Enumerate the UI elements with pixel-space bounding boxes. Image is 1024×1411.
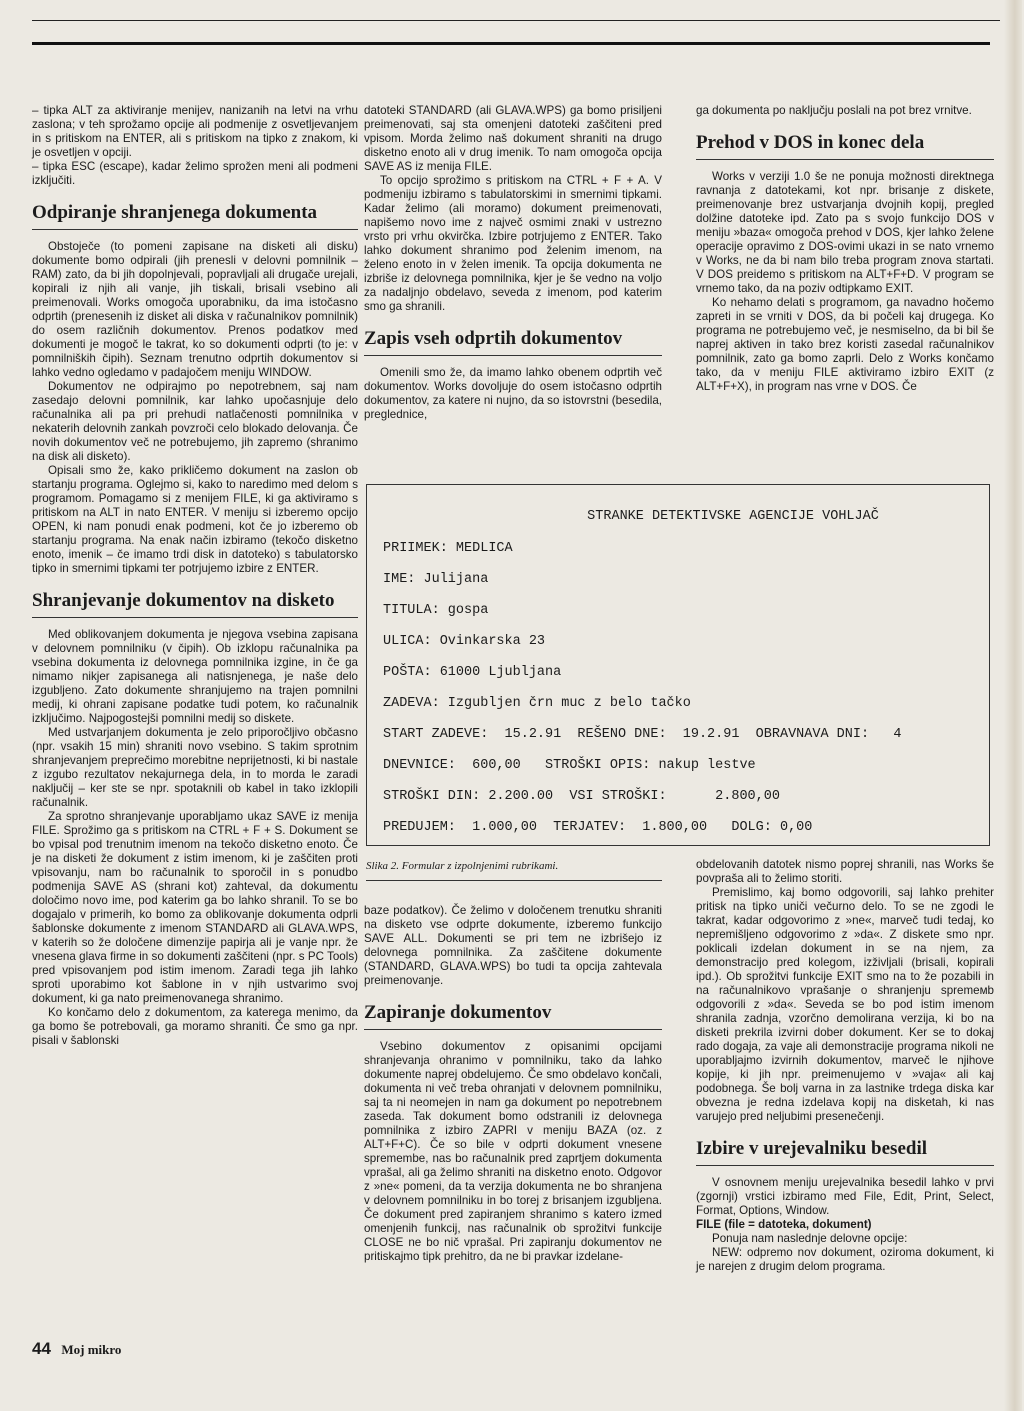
paragraph: Za sprotno shranjevanje uporabljamo ukaz SAVE iz menija FILE. Sprožimo ga s pritiskom na CTRL + F + S. Dokument se bo vpisal pod trenutnim imenom na tekočo disketno enoto. Če je na disketi že dokument z istim imenom, ki je zaščiten proti vpisovanju, nam bo računalnik to sporočil in s ponudbo podmenija SAVE AS (shrani kot) zahteval, da dokumentu določimo novo ime, pod katerim ga bo lahko shranil. To se bo dogajalo v primerih, ko bomo za oblikovanje dokumenta odprli šablonske dokumente z imenom STANDARD ali GLAVA.WPS, v katerih so že določene dimenzije papirja ali je vanje npr. že vnesena glava firme in so dokumenti zaščiteni (npr. s PC Tools) pred vpisovanjem pod istim imenom. Zaradi tega jih lahko sproti uporabimo kot šablone in v njih ustvarimo svoj dokument, ki ga nato preimenovanega shranimo. (32, 810, 358, 1005)
paragraph: Med ustvarjanjem dokumenta je zelo priporočljivo občasno (npr. vsakih 15 min) shraniti novo vsebino. S takim sprotnim shranjevanjem preprečimo morebitne neprijetnosti, ki bi nastale z izgubo rezultatov nekajurnega dela, in to morda le zaradi naključij – ker ste se npr. spotaknili ob kabel in tako izklopili računalnik. (32, 726, 358, 809)
section-heading: Prehod v DOS in konec dela (696, 132, 994, 160)
magazine-name: Moj mikro (61, 1342, 122, 1357)
paragraph: Works v verziji 1.0 še ne ponuja možnosti direktnega ravnanja z datotekami, kot npr. brisanje z diskete, preimenovanje brez ustvarjanja dvojnih kopij, pregled dolžine datoteke ipd. Zato pa s svojo funkcijo DOS v meniju »baza« omogoča prehod v DOS, kjer lahko želene operacije opravimo z DOS-ovimi ukazi in se nato vrnemo v Works, ne da bi nam bilo treba program znova startati. V DOS preidemo s pritiskom na ALT+F+D. V program se vrnemo tako, da na poziv odtipkamo EXIT. (696, 170, 994, 295)
paragraph: Ponuja nam naslednje delovne opcije: (712, 1232, 908, 1245)
form-row: START ZADEVE: 15.2.91 REŠENO DNE: 19.2.91 OBRAVNAVA DNI: 4 (383, 727, 902, 742)
paragraph: NEW: odpremo nov dokument, oziroma dokument, ki je narejen z drugim delom programa. (696, 1246, 994, 1273)
page-number: 44 (32, 1339, 51, 1358)
section-heading: Shranjevanje dokumentov na disketo (32, 590, 358, 618)
section-heading: Izbire v urejevalniku besedil (696, 1138, 994, 1166)
section-heading: Zapis vseh odprtih dokumentov (364, 328, 662, 356)
form-row: ULICA: Ovinkarska 23 (383, 634, 546, 649)
figure-caption: Slika 2. Formular z izpolnjenimi rubrikami. (366, 860, 662, 881)
form-title: STRANKE DETEKTIVSKE AGENCIJE VOHLJAČ (587, 509, 879, 524)
paragraph: Obstoječe (to pomeni zapisane na disketi ali disku) dokumente bomo odpirali (jih prenesli v delovni pomnilnik – RAM) zato, da bi jih dopolnjevali, popravljali ali drugače urejali, kopirali iz njih ali vanje, jih tiskali, brisali vsebino ali preimenovali. Works omogoča uporabniku, da ima istočasno odprtih (prenesenih iz disket ali diska v računalnikov pomnilnik) do osem različnih dokumentov. Prenos podatkov med dokumenti je mogoč le takrat, ko so dokumenti odprti (to je: v pomnilniških čipih). Seznam trenutno odprtih dokumentov si lahko vedno ogledamo v padajočem meniju WINDOW. (32, 240, 358, 379)
form-row: DNEVNICE: 600,00 STROŠKI OPIS: nakup lestve (383, 758, 756, 773)
paragraph: Omenili smo že, da imamo lahko obenem odprtih več dokumentov. Works dovoljuje do osem istočasno odprtih dokumentov, za katere ni nujno, da so istovrstni (besedila, preglednice, (364, 366, 662, 421)
paragraph: FILE (file = datoteka, dokument) (696, 1218, 872, 1231)
form-row: PRIIMEK: MEDLICA (383, 541, 513, 556)
paragraph: Opisali smo že, kako prikličemo dokument na zaslon ob startanju programa. Oglejmo si, kako to naredimo med delom s programom. Pomagamo si z menijem FILE, ki ga aktiviramo s pritiskom na ALT in nato ENTER. V meniju si izberemo opcijo OPEN, ki nam ponudi enak podmeni, kot če jo izberemo ob startanju programa. Na enak način izbiramo (tekočo disketno enoto, imenik – če imamo trdi disk in datoteko) s tabulatorsko tipko in smernimi tipkami ter potrjujemo izbire z ENTER. (32, 464, 358, 575)
form-row: ZADEVA: Izgubljen črn muc z belo tačko (383, 696, 691, 711)
form-row: POŠTA: 61000 Ljubljana (383, 665, 562, 680)
page-footer (32, 1339, 121, 1359)
column-2 (364, 104, 662, 422)
page-edge-shadow (1004, 0, 1022, 1411)
paragraph: – tipka ALT za aktiviranje menijev, nanizanih na letvi na vrhu zaslona; v teh sprožamo opcije ali podmenije z osvetljevanjem in s pritiskom na ENTER, ali s pritiskom na tipko z znakom, ki je osvetljen v opciji. (32, 104, 358, 159)
top-rule (32, 20, 1000, 21)
paragraph: Dokumentov ne odpirajmo po nepotrebnem, saj nam zasedajo delovni pomnilnik, kar lahko upočasnjuje delo računalnika ali pa pri prehudi natlačenosti pomnilnika v nekaterih delovnih zankah povzroči celo blokado delovanja. Če novih dokumentov več ne potrebujemo, jih zapremo (shranimo na disk ali disketo). (32, 380, 358, 463)
column-3 (696, 104, 994, 394)
paragraph: V osnovnem meniju urejevalnika besedil lahko v prvi (zgornji) vrstici izbiramo med File, Edit, Print, Select, Format, Options, Window. (696, 1176, 994, 1217)
header-bar (32, 42, 990, 45)
form-figure (366, 484, 990, 846)
paragraph: baze podatkov). Če želimo v določenem trenutku shraniti na disketo vse odprte dokumente, izberemo funkcijo SAVE ALL. Dokumenti se pri tem ne izbrišejo iz delovnega pomnilnika. Za zaščitene dokumente (STANDARD, GLAVA.WPS) bo tudi ta opcija zahtevala preimenovanje. (364, 904, 662, 987)
paragraph: Vsebino dokumentov z opisanimi opcijami shranjevanja ohranimo v pomnilniku, tako da lahko dokumente naprej obdelujemo. Če smo obdelavo končali, dokumenta ni več treba ohranjati v delovnem pomnilniku, saj ta ni neomejen in nam ga dokument po nepotrebnem zaseda. Tak dokument bomo odstranili iz delovnega pomnilnika z izbiro ZAPRI v meniju BAZA (oz. z ALT+F+C). Če so bile v odprti dokument vnesene spremembe, nas bo računalnik pred zaprtjem dokumenta vprašal, ali ga želimo shraniti na disketno enoto. Odgovor z »ne« pomeni, da ta verzija dokumenta ne bo shranjena v delovnem pomnilniku in bo torej z brisanjem izgubljena. Če dokument pred zapiranjem shranimo s katero izmed omenjenih funkcij, nas računalnik ob sprožitvi funkcije CLOSE ne bo nič vprašal. Pri zapiranju dokumentov ne pritiskajmo tipk prehitro, da ne bi pravkar izdelane- (364, 1040, 662, 1263)
paragraph: Ko končamo delo z dokumentom, za katerega menimo, da ga bomo še potrebovali, ga moramo shraniti. Če smo ga npr. pisali v šablonski (32, 1006, 358, 1047)
column-1 (32, 104, 358, 1048)
section-heading: Odpiranje shranjenega dokumenta (32, 202, 358, 230)
form-row: STROŠKI DIN: 2.200.00 VSI STROŠKI: 2.800,00 (383, 789, 780, 804)
form-row: TITULA: gospa (383, 603, 489, 618)
paragraph: datoteki STANDARD (ali GLAVA.WPS) ga bomo prisiljeni preimenovati, saj sta omenjeni datoteki zaščiteni pred vpisom. Morda želimo naš dokument shraniti na drugo disketno enoto ali v drug imenik. To nam omogoča opcija SAVE AS iz menija FILE. (364, 104, 662, 173)
column-2-lower (364, 904, 662, 1264)
paragraph: Premislimo, kaj bomo odgovorili, saj lahko prehiter pritisk na tipko uniči večurno delo. To se ne zgodi le takrat, kadar odgovorimo z »ne«, marveč tudi tedaj, ko nepremišljeno odgovorimo z »da«. Z diskete smo npr. poklicali izdelan dokument in se na njem, za demonstracijo pred kolegom, izživljali (brisali, kopirali ipd.). Ob sprožitvi funkcije EXIT smo na to že pozabili in na računalnikovo vprašanje o shranjenju spremeмb odgovorili z »da«. Seveda se bo pod istim imenom shranila zadnja, vzorčno demolirana verzija, ki bo na disketi prekrila izvirni dober dokument. Ker se to dokaj rado dogaja, za vaje ali demonstracije programa nikoli ne uporabljajmo izvirnih dokumentov, marveč le njihove kopije, ki jih npr. preimenujemo v »vaja« ali kaj podobnega. Še bolj varna in za lastnike trdega diska kar obvezna je redna izdelava kopij na disketah, ki nas varujejo pred neljubimi presenečenji. (696, 886, 994, 1123)
paragraph: Ko nehamo delati s programom, ga navadno hočemo zapreti in se vrniti v DOS, da bi počeli kaj drugega. Ko programa ne potrebujemo več, je nesmiselno, da bi bil še naprej aktiven in tako brez koristi zasedal računalnikov pomnilnik, zato ga bomo zaprli. Delo z Works končamo tako, da v meniju FILE aktiviramo izbiro EXIT (z ALT+F+X), in program nas vrne v DOS. Če (696, 296, 994, 393)
form-row: IME: Julijana (383, 572, 489, 587)
section-heading: Zapiranje dokumentov (364, 1002, 662, 1030)
form-row: PREDUJEM: 1.000,00 TERJATEV: 1.800,00 DOLG: 0,00 (383, 820, 813, 835)
column-3-lower (696, 858, 994, 1274)
paragraph: To opcijo sprožimo s pritiskom na CTRL + F + A. V podmeniju izbiramo s tabulatorskimi in smernimi tipkami. Kadar želimo (ali moramo) dokument preimenovati, napišemo novo ime z največ osmimi znaki v ustrezno vrsto pri vrhu okvirčka. Izbire potrjujemo z ENTER. Tako lahko dokument shranimo pod želenim imenom, na želeno enoto in v želen imenik. Ta opcija dokumenta ne izbriše iz delovnega pomnilnika, kjer je še vedno na voljo za nadaljnjo obdelavo, seveda z imenom, pod katerim smo ga shranili. (364, 174, 662, 313)
paragraph: Med oblikovanjem dokumenta je njegova vsebina zapisana v delovnem pomnilniku (v čipih). Ob izklopu računalnika pa vsebina dokumenta iz delovnega pomnilnika izgine, in če ga nimamo nikjer zapisanega ali natisnjenega, je naše delo izgubljeno. Zato dokumente shranjujemo na trajen pomnilni medij, ki ohrani zapisane podatke tudi potem, ko računalnik izključimo. Najpogostejši pomnilni medij so diskete. (32, 628, 358, 725)
paragraph: obdelovanih datotek nismo poprej shranili, nas Works še povpraša ali to želimo storiti. (696, 858, 994, 885)
paragraph: – tipka ESC (escape), kadar želimo sprožen meni ali podmeni izključiti. (32, 160, 358, 187)
paragraph: ga dokumenta po naključju poslali na pot brez vrnitve. (696, 104, 972, 117)
